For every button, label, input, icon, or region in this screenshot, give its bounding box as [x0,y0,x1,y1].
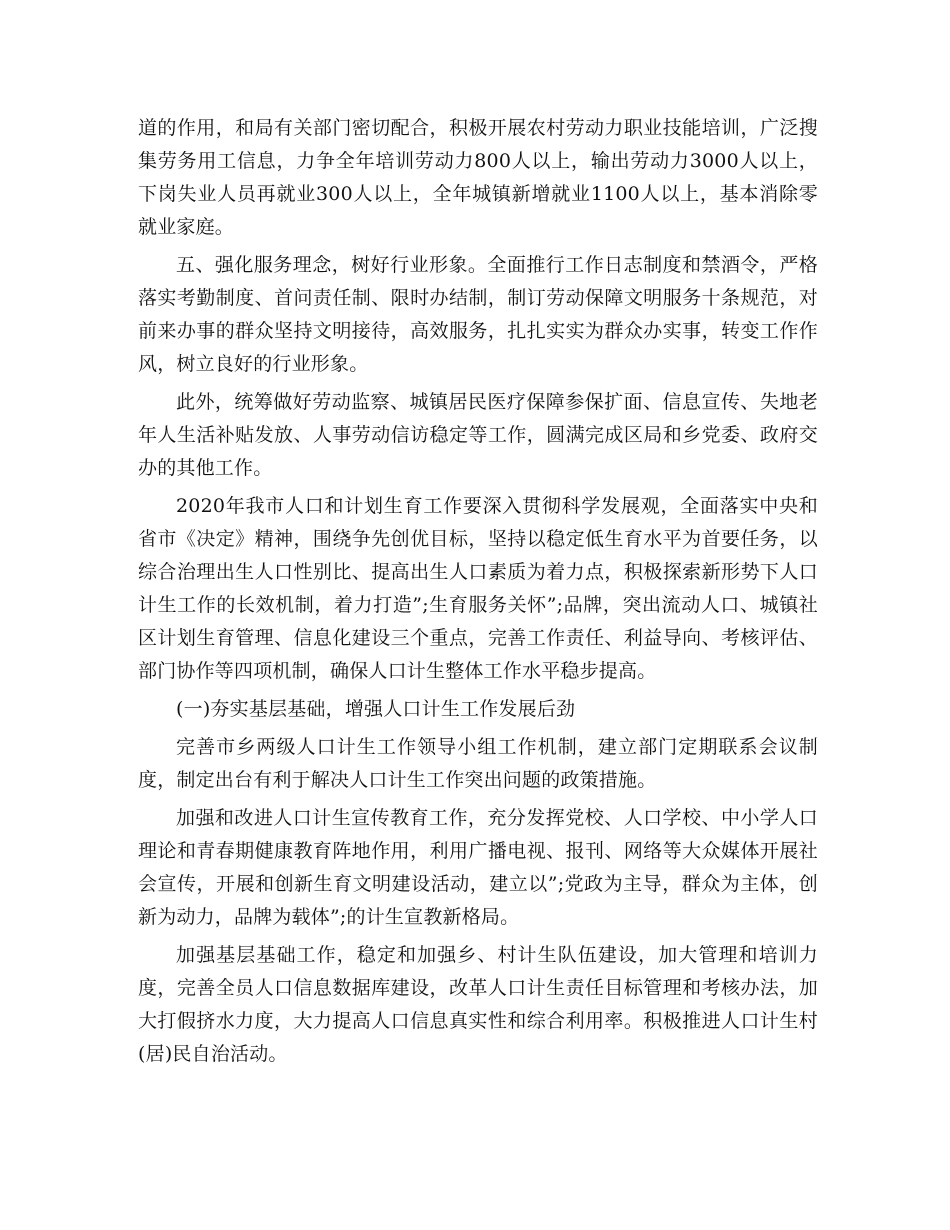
paragraph: 加强和改进人口计生宣传教育工作，充分发挥党校、人口学校、中小学人口理论和青春期健康教育阵地作用，利用广播电视、报刊、网络等大众媒体开展社会宣传，开展和创新生育文明建设活动，建立以”;党政为主导，群众为主体，创新为动力，品牌为载体”;的计生宣教新格局。 [138,807,818,928]
paragraph: 2020年我市人口和计划生育工作要深入贯彻科学发展观，全面落实中央和省市《决定》精神，围绕争先创优目标，坚持以稳定低生育水平为首要任务，以综合治理出生人口性别比、提高出生人口素质为着力点，积极探索新形势下人口计生工作的长效机制，着力打造”;生育服务关怀”;品牌，突出流动人口、城镇社区计划生育管理、信息化建设三个重点，完善工作责任、利益导向、考核评估、部门协作等四项机制，确保人口计生整体工作水平稳步提高。 [138,495,818,682]
document-body [138,112,818,1076]
paragraph: 此外，统筹做好劳动监察、城镇居民医疗保障参保扩面、信息宣传、失地老年人生活补贴发放、人事劳动信访稳定等工作，圆满完成区局和乡党委、政府交办的其他工作。 [138,391,818,479]
section-heading: (一)夯实基层基础，增强人口计生工作发展后劲 [176,698,576,720]
paragraph: 完善市乡两级人口计生工作领导小组工作机制，建立部门定期联系会议制度，制定出台有利于解决人口计生工作突出问题的政策措施。 [138,736,818,791]
paragraph: 道的作用，和局有关部门密切配合，积极开展农村劳动力职业技能培训，广泛搜集劳务用工信息，力争全年培训劳动力800人以上，输出劳动力3000人以上，下岗失业人员再就业300人以上，全年城镇新增就业1100人以上，基本消除零就业家庭。 [138,117,818,238]
paragraph: 加强基层基础工作，稳定和加强乡、村计生队伍建设，加大管理和培训力度，完善全员人口信息数据库建设，改革人口计生责任目标管理和考核办法，加大打假挤水力度，大力提高人口信息真实性和综合利用率。积极推进人口计生村(居)民自治活动。 [138,944,818,1065]
paragraph: 五、强化服务理念，树好行业形象。全面推行工作日志制度和禁酒令，严格落实考勤制度、首问责任制、限时办结制，制订劳动保障文明服务十条规范，对前来办事的群众坚持文明接待，高效服务，扎扎实实为群众办实事，转变工作作风，树立良好的行业形象。 [138,254,818,375]
